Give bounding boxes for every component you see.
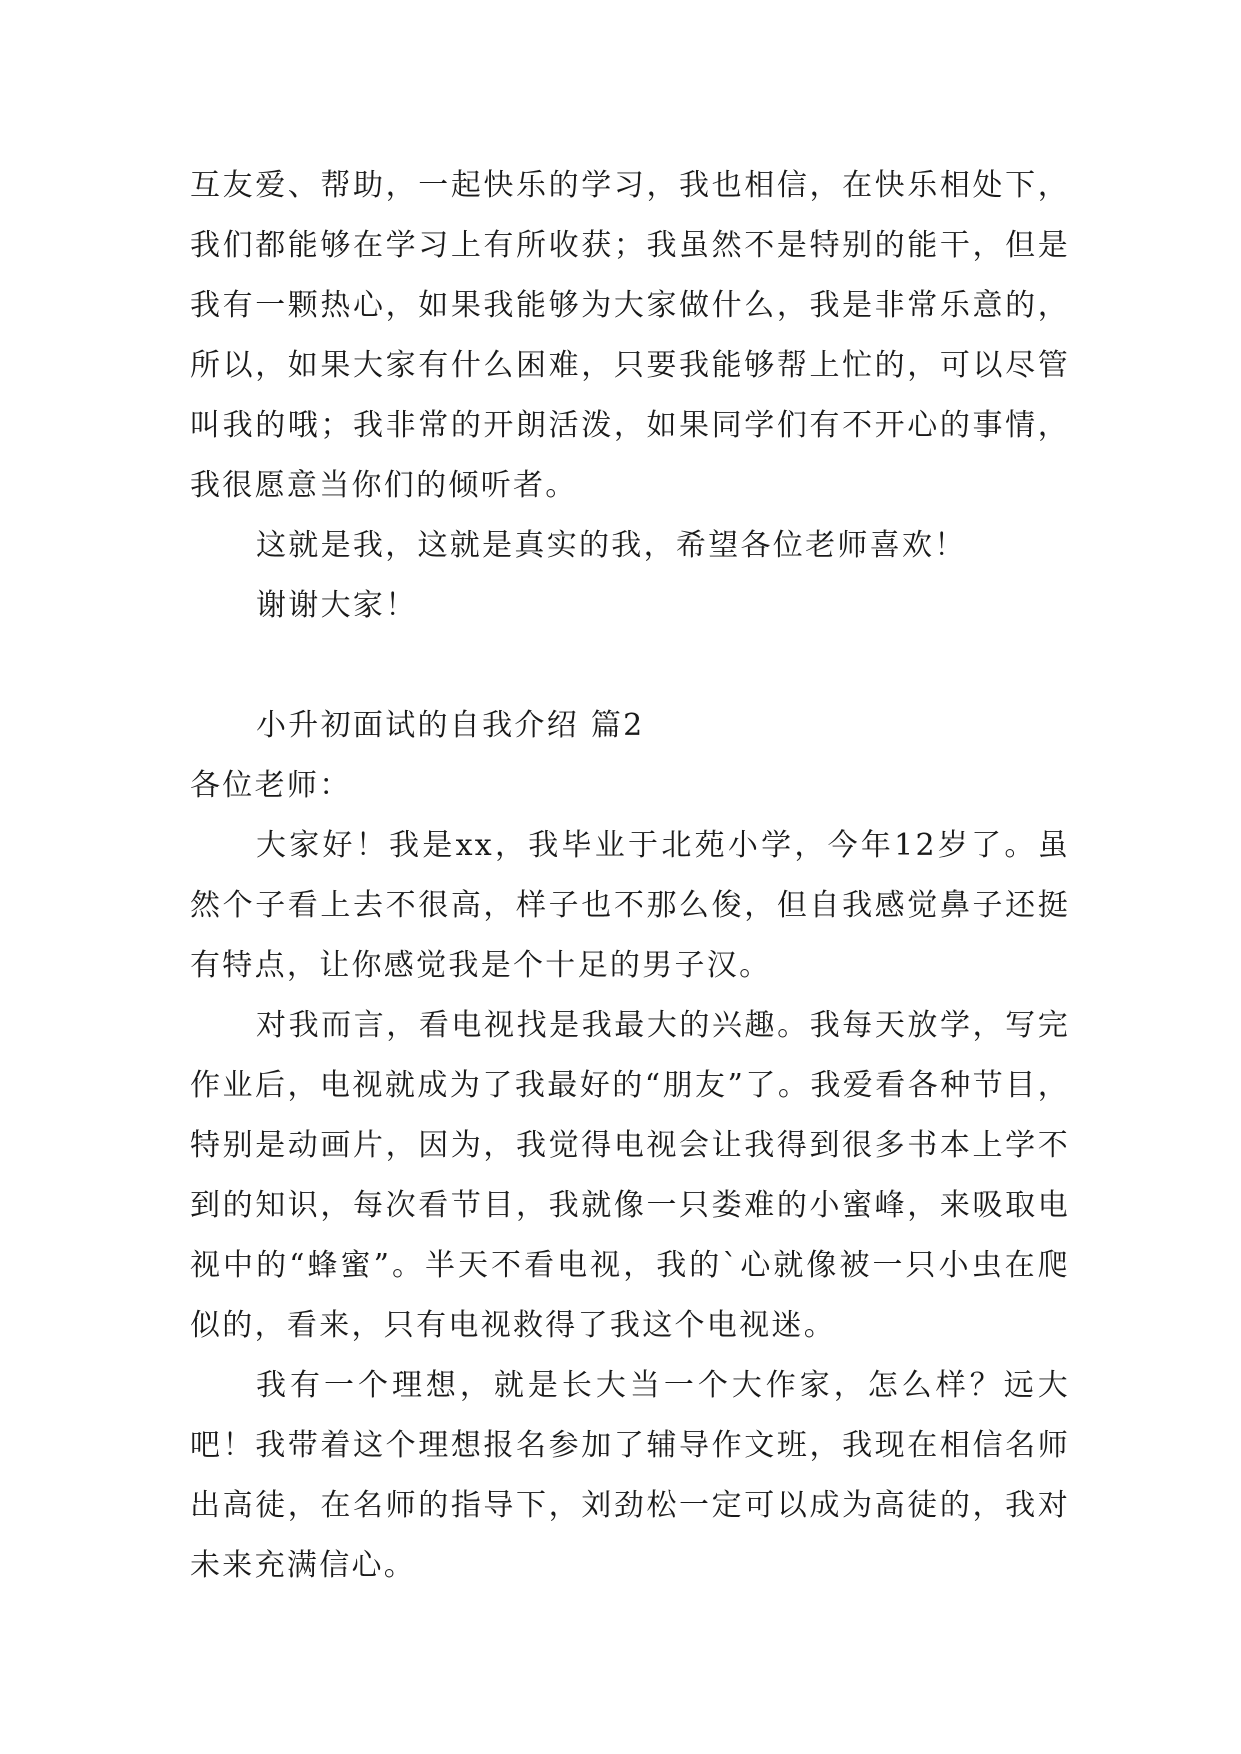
greeting: 各位老师： xyxy=(190,768,352,803)
document-body xyxy=(190,156,1070,1596)
paragraph-closing: 这就是我，这就是真实的我，希望各位老师喜欢！ xyxy=(256,528,967,563)
paragraph-continued: 互友爱、帮助，一起快乐的学习，我也相信，在快乐相处下，我们都能够在学习上有所收获；我虽然不是特别的能干，但是我有一颗热心，如果我能够为大家做什么，我是非常乐意的，所以，如果大家有什么困难，只要我能够帮上忙的，可以尽管叫我的哦；我非常的开朗活泼，如果同学们有不开心的事情，我很愿意当你们的倾听者。 xyxy=(190,168,1070,503)
paragraph-intro: 大家好！我是xx，我毕业于北苑小学，今年12岁了。虽然个子看上去不很高，样子也不那么俊，但自我感觉鼻子还挺有特点，让你感觉我是个十足的男子汉。 xyxy=(190,828,1070,983)
paragraph-hobby: 对我而言，看电视找是我最大的兴趣。我每天放学，写完作业后，电视就成为了我最好的“朋友”了。我爱看各种节目，特别是动画片，因为，我觉得电视会让我得到很多书本上学不到的知识，每次看节目，我就像一只娄难的小蜜峰，来吸取电视中的“蜂蜜”。半天不看电视，我的`心就像被一只小虫在爬似的，看来，只有电视救得了我这个电视迷。 xyxy=(190,1008,1070,1343)
section-spacer xyxy=(190,636,1070,696)
section-title: 小升初面试的自我介绍 篇2 xyxy=(256,708,645,743)
paragraph-thanks: 谢谢大家！ xyxy=(256,588,418,623)
paragraph-dream: 我有一个理想，就是长大当一个大作家，怎么样？远大吧！我带着这个理想报名参加了辅导作文班，我现在相信名师出高徒，在名师的指导下，刘劲松一定可以成为高徒的，我对未来充满信心。 xyxy=(190,1368,1070,1583)
